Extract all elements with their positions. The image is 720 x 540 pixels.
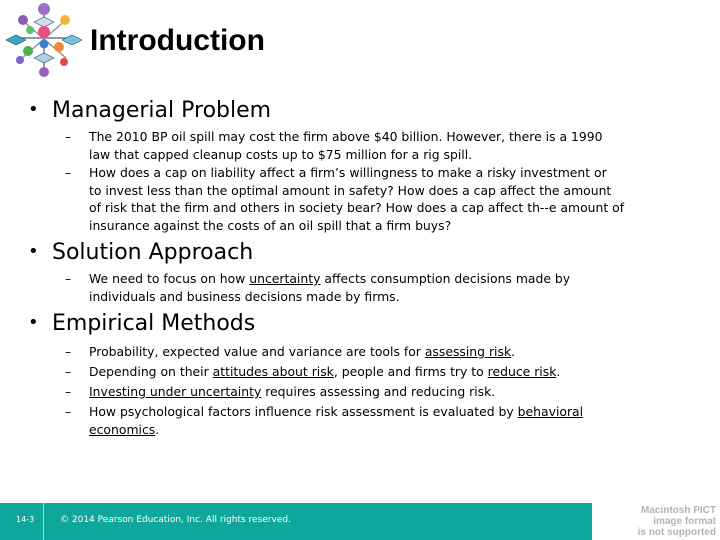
- list-item-text: [89, 383, 705, 401]
- underlined-term: reduce risk: [487, 364, 557, 379]
- text-run: Probability, expected value and variance are tools for: [89, 344, 425, 359]
- text-run: We need to focus on how: [89, 271, 250, 286]
- slide-title: Introduction: [90, 24, 265, 57]
- list-item-text: [89, 403, 705, 438]
- footer-divider: [43, 503, 44, 540]
- bullet-dot-icon: •: [28, 312, 39, 333]
- text-run: .: [511, 344, 516, 359]
- dash-icon: –: [65, 404, 72, 419]
- list-item: [65, 270, 705, 305]
- pict-notice-line: image format: [653, 516, 716, 527]
- pict-notice-line: Macintosh PICT: [640, 505, 716, 516]
- text-run: How psychological factors influence risk assessment is evaluated by: [89, 404, 518, 419]
- footer-bar: [0, 503, 592, 540]
- text-run: .: [556, 364, 561, 379]
- underlined-term: attitudes about risk: [212, 364, 334, 379]
- bullet-dot-icon: •: [28, 241, 39, 262]
- list-item: [65, 343, 705, 361]
- list-item-text: [89, 363, 705, 381]
- molecule-cubes-logo-icon: [2, 2, 86, 78]
- list-item-text: [89, 343, 705, 361]
- text-run: requires assessing and reducing risk.: [261, 384, 496, 399]
- section-heading: Managerial Problem: [52, 98, 272, 123]
- slide-number: 14-3: [16, 515, 35, 524]
- dash-icon: –: [65, 344, 72, 359]
- text-run: affects consumption decisions made by individuals and business decisions made by firms.: [89, 271, 571, 304]
- list-item-text: [89, 270, 705, 305]
- text-run: , people and firms try to: [333, 364, 488, 379]
- bullet-dot-icon: •: [28, 99, 39, 120]
- underlined-term: uncertainty: [249, 271, 321, 286]
- section-heading: Empirical Methods: [52, 311, 256, 336]
- list-item: [65, 383, 705, 401]
- bullet-empirical-methods: [28, 311, 255, 336]
- dash-icon: –: [65, 384, 72, 399]
- list-item: [65, 128, 705, 163]
- pict-notice-line: is not supported: [637, 527, 716, 538]
- bullet-solution-approach: [28, 240, 253, 265]
- underlined-term: Investing under uncertainty: [89, 384, 262, 399]
- pict-placeholder: [592, 503, 720, 540]
- text-run: .: [155, 421, 160, 437]
- dash-icon: –: [65, 271, 72, 286]
- underlined-term: behavioral economics: [89, 404, 584, 437]
- section-heading: Solution Approach: [52, 240, 254, 265]
- copyright-text: © 2014 Pearson Education, Inc. All rights reserved.: [60, 515, 291, 525]
- dash-icon: –: [65, 165, 72, 180]
- list-item: [65, 164, 705, 234]
- list-item: [65, 403, 705, 438]
- list-item-text: How does a cap on liability affect a firm’s willingness to make a risky investment or to invest less than the optimal amount in safety? How does a cap affect the amount of risk that the firm and others in society bear? How does a cap affect th--e amount of insurance against the costs of an oil spill that a firm buys?: [89, 165, 625, 233]
- list-item-text: The 2010 BP oil spill may cost the firm above $40 billion. However, there is a 1990 law that capped cleanup costs up to $75 million for a rig spill.: [89, 129, 603, 162]
- list-item: [65, 363, 705, 381]
- dash-icon: –: [65, 364, 72, 379]
- text-run: Depending on their: [89, 364, 213, 379]
- underlined-term: assessing risk: [424, 344, 512, 359]
- dash-icon: –: [65, 129, 72, 144]
- bullet-managerial-problem: [28, 98, 271, 123]
